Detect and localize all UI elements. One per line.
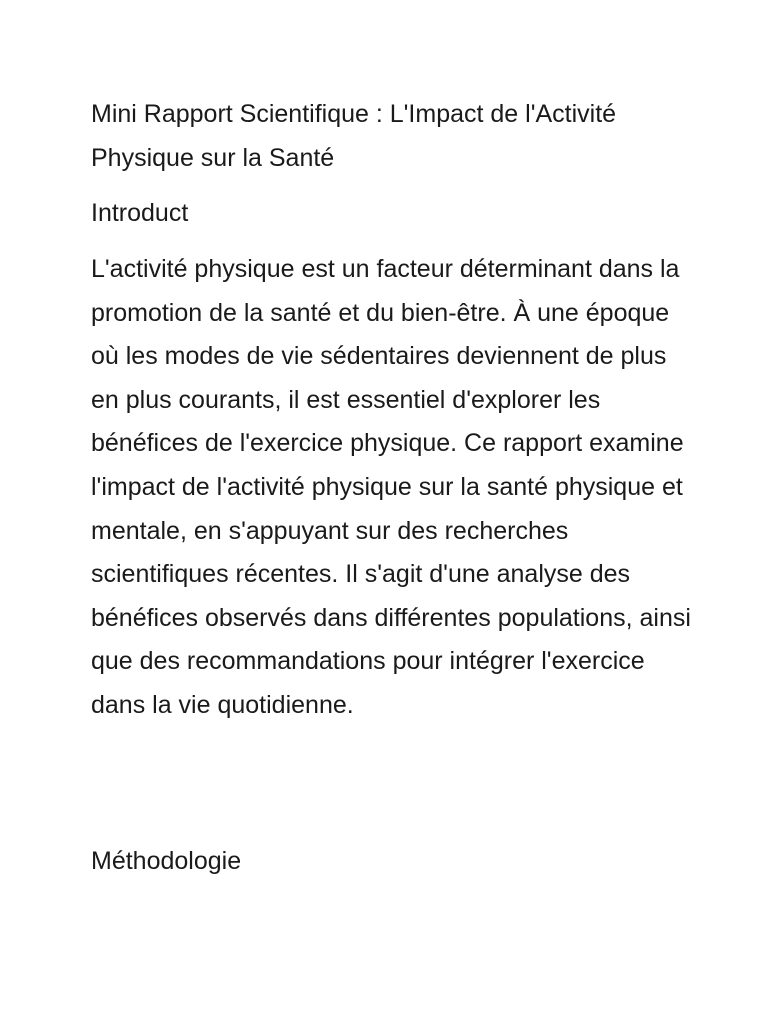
introduction-paragraph: L'activité physique est un facteur déterminant dans la promotion de la santé et du bien-être. À une époque où les modes de vie sédentaires deviennent de plus en plus courants, il est essentiel d'explorer les bénéfices de l'exercice physique. Ce rapport examine l'impact de l'activité physique sur la santé physique et mentale, en s'appuyant sur des recherches scientifiques récentes. Il s'agit d'une analyse des bénéfices observés dans différentes populations, ainsi que des recommandations pour intégrer l'exercice dans la vie quotidienne. (91, 255, 691, 719)
methodology-heading: Méthodologie (91, 847, 242, 875)
document-title: Mini Rapport Scientifique : L'Impact de l'Activité Physique sur la Santé (91, 100, 617, 172)
introduction-heading: Introduct (91, 199, 189, 227)
